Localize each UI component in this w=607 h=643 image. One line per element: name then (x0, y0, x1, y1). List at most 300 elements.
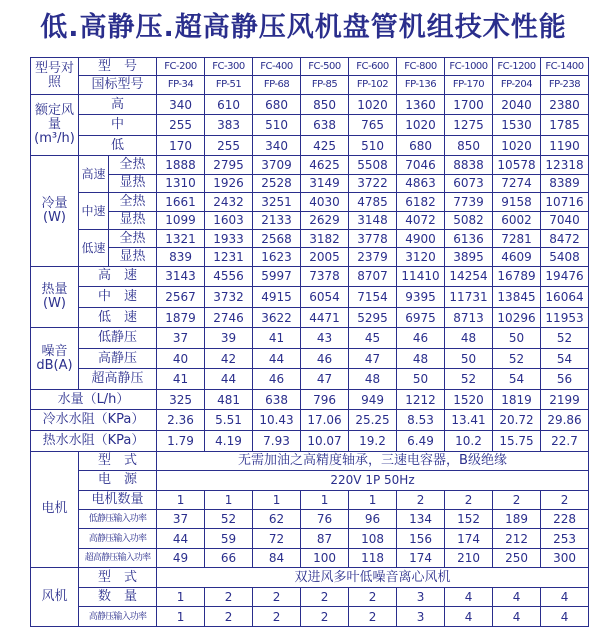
airflow-value: 1020 (397, 115, 445, 136)
heating-value: 3732 (205, 287, 253, 308)
motor-high-row (31, 529, 589, 548)
airflow-value: 383 (205, 115, 253, 136)
motor-low-value: 152 (445, 509, 493, 528)
model-fc: FC-600 (349, 58, 397, 76)
motor-count-value: 1 (349, 490, 397, 509)
gb-model-label: 国标型号 (79, 76, 157, 94)
motor-low-value: 76 (301, 509, 349, 528)
hot-resistance-label: 热水水阻（KPa） (31, 431, 157, 452)
motor-ultra-value: 174 (397, 548, 445, 567)
cold-resistance-value: 20.72 (493, 410, 541, 431)
airflow-value: 680 (253, 94, 301, 115)
noise-value: 41 (253, 328, 301, 349)
model-label: 型 号 (79, 58, 157, 76)
heating-row (31, 266, 589, 287)
motor-type-value: 无需加油之高精度轴承，三速电容器，B级绝缘 (157, 451, 589, 470)
heating-value: 4471 (301, 307, 349, 328)
airflow-value: 1360 (397, 94, 445, 115)
fan-count-row (31, 587, 589, 606)
hot-resistance-value: 10.2 (445, 431, 493, 452)
cooling-sub: 显热 (109, 248, 157, 266)
cooling-value: 4625 (301, 156, 349, 174)
hot-resistance-value: 15.75 (493, 431, 541, 452)
heating-row (31, 307, 589, 328)
airflow-value: 850 (301, 94, 349, 115)
cooling-value: 6002 (493, 211, 541, 229)
airflow-value: 638 (301, 115, 349, 136)
fan-count-value: 2 (205, 587, 253, 606)
heating-value: 14254 (445, 266, 493, 287)
cooling-value: 3182 (301, 229, 349, 247)
noise-value: 50 (397, 369, 445, 390)
motor-count-row (31, 490, 589, 509)
water-flow-value: 325 (157, 389, 205, 410)
cooling-value: 3148 (349, 211, 397, 229)
airflow-speed: 中 (79, 115, 157, 136)
cooling-value: 3120 (397, 248, 445, 266)
noise-value: 43 (301, 328, 349, 349)
cooling-value: 5082 (445, 211, 493, 229)
motor-power-label: 电 源 (79, 471, 157, 490)
cooling-sub: 显热 (109, 174, 157, 192)
spec-table-body (31, 58, 589, 627)
heating-value: 3622 (253, 307, 301, 328)
airflow-value: 255 (205, 135, 253, 156)
cooling-value: 6182 (397, 193, 445, 211)
noise-value: 41 (157, 369, 205, 390)
fan-count-value: 4 (445, 587, 493, 606)
cooling-value: 1099 (157, 211, 205, 229)
cooling-row (31, 193, 589, 211)
model-fp: FP-34 (157, 76, 205, 94)
cooling-value: 7274 (493, 174, 541, 192)
cooling-value: 1888 (157, 156, 205, 174)
cooling-value: 5508 (349, 156, 397, 174)
motor-low-value: 52 (205, 509, 253, 528)
fan-count-value: 3 (397, 587, 445, 606)
cooling-sub: 全热 (109, 229, 157, 247)
model-fc: FC-400 (253, 58, 301, 76)
model-fp: FP-170 (445, 76, 493, 94)
water-flow-value: 1819 (493, 389, 541, 410)
fan-count-value: 1 (157, 587, 205, 606)
noise-value: 37 (157, 328, 205, 349)
header-row (31, 58, 589, 76)
motor-high-value: 44 (157, 529, 205, 548)
motor-high-value: 72 (253, 529, 301, 548)
motor-high-value: 253 (541, 529, 589, 548)
cooling-value: 2005 (301, 248, 349, 266)
model-fp: FP-136 (397, 76, 445, 94)
airflow-row (31, 94, 589, 115)
fan-power-value: 3 (397, 607, 445, 627)
noise-value: 39 (205, 328, 253, 349)
heating-value: 11410 (397, 266, 445, 287)
heating-value: 16064 (541, 287, 589, 308)
cooling-value: 1661 (157, 193, 205, 211)
hot-resistance-value: 19.2 (349, 431, 397, 452)
model-fc: FC-1000 (445, 58, 493, 76)
airflow-value: 765 (349, 115, 397, 136)
hot-resistance-value: 10.07 (301, 431, 349, 452)
motor-count-value: 2 (541, 490, 589, 509)
heating-value: 4556 (205, 266, 253, 287)
motor-ultra-label: 超高静压输入功率 (79, 548, 157, 567)
cooling-value: 1603 (205, 211, 253, 229)
airflow-row (31, 115, 589, 136)
noise-type: 低静压 (79, 328, 157, 349)
heating-value: 6975 (397, 307, 445, 328)
noise-value: 42 (205, 348, 253, 369)
heating-value: 19476 (541, 266, 589, 287)
airflow-value: 1700 (445, 94, 493, 115)
cold-resistance-row (31, 410, 589, 431)
airflow-value: 2040 (493, 94, 541, 115)
cooling-value: 2432 (205, 193, 253, 211)
hot-resistance-value: 6.49 (397, 431, 445, 452)
motor-type-row (31, 451, 589, 470)
noise-value: 52 (445, 369, 493, 390)
motor-label: 电机 (31, 451, 79, 568)
motor-high-value: 87 (301, 529, 349, 548)
airflow-value: 850 (445, 135, 493, 156)
heating-value: 2567 (157, 287, 205, 308)
airflow-speed: 高 (79, 94, 157, 115)
cooling-value: 8472 (541, 229, 589, 247)
noise-value: 52 (493, 348, 541, 369)
fan-power-value: 2 (301, 607, 349, 627)
heating-value: 11953 (541, 307, 589, 328)
airflow-value: 1020 (493, 135, 541, 156)
heating-value: 3143 (157, 266, 205, 287)
cold-resistance-label: 冷水水阻（KPa） (31, 410, 157, 431)
cooling-value: 2379 (349, 248, 397, 266)
motor-type-label: 型 式 (79, 451, 157, 470)
cold-resistance-value: 8.53 (397, 410, 445, 431)
motor-ultra-value: 66 (205, 548, 253, 567)
fan-power-value: 2 (253, 607, 301, 627)
cooling-value: 1321 (157, 229, 205, 247)
noise-value: 46 (397, 328, 445, 349)
cooling-value: 10716 (541, 193, 589, 211)
motor-ultra-value: 300 (541, 548, 589, 567)
motor-ultra-value: 49 (157, 548, 205, 567)
airflow-value: 1190 (541, 135, 589, 156)
airflow-value: 255 (157, 115, 205, 136)
cooling-value: 1231 (205, 248, 253, 266)
fan-power-value: 2 (205, 607, 253, 627)
cooling-value: 9158 (493, 193, 541, 211)
model-fc: FC-800 (397, 58, 445, 76)
cooling-value: 4900 (397, 229, 445, 247)
airflow-value: 340 (157, 94, 205, 115)
noise-type: 超高静压 (79, 369, 157, 390)
airflow-value: 340 (253, 135, 301, 156)
cooling-value: 3709 (253, 156, 301, 174)
cooling-value: 1623 (253, 248, 301, 266)
cooling-row (31, 248, 589, 266)
cooling-value: 1310 (157, 174, 205, 192)
heating-value: 7378 (301, 266, 349, 287)
motor-high-value: 59 (205, 529, 253, 548)
fan-count-value: 2 (301, 587, 349, 606)
motor-high-value: 108 (349, 529, 397, 548)
cold-resistance-value: 13.41 (445, 410, 493, 431)
water-flow-value: 949 (349, 389, 397, 410)
cooling-speed: 低速 (79, 229, 109, 266)
cooling-sub: 全热 (109, 156, 157, 174)
model-fc: FC-200 (157, 58, 205, 76)
cold-resistance-value: 25.25 (349, 410, 397, 431)
water-flow-value: 1520 (445, 389, 493, 410)
motor-ultra-value: 210 (445, 548, 493, 567)
airflow-value: 1785 (541, 115, 589, 136)
motor-ultra-value: 250 (493, 548, 541, 567)
motor-count-value: 2 (397, 490, 445, 509)
model-fp: FP-102 (349, 76, 397, 94)
cold-resistance-value: 2.36 (157, 410, 205, 431)
cooling-value: 4863 (397, 174, 445, 192)
noise-value: 52 (541, 328, 589, 349)
heating-value: 13845 (493, 287, 541, 308)
noise-value: 54 (493, 369, 541, 390)
airflow-row (31, 135, 589, 156)
cooling-value: 6136 (445, 229, 493, 247)
fan-type-label: 型 式 (79, 568, 157, 587)
motor-power-row (31, 471, 589, 490)
cold-resistance-value: 17.06 (301, 410, 349, 431)
motor-count-value: 1 (253, 490, 301, 509)
noise-value: 48 (445, 328, 493, 349)
motor-ultra-value: 100 (301, 548, 349, 567)
cooling-value: 1926 (205, 174, 253, 192)
motor-count-value: 2 (493, 490, 541, 509)
cooling-value: 2528 (253, 174, 301, 192)
fan-label: 风机 (31, 568, 79, 627)
cooling-value: 8389 (541, 174, 589, 192)
noise-value: 54 (541, 348, 589, 369)
airflow-value: 1530 (493, 115, 541, 136)
cooling-sub: 全热 (109, 193, 157, 211)
airflow-value: 680 (397, 135, 445, 156)
motor-count-label: 电机数量 (79, 490, 157, 509)
heating-value: 5295 (349, 307, 397, 328)
hot-resistance-value: 7.93 (253, 431, 301, 452)
heating-value: 9395 (397, 287, 445, 308)
cooling-value: 7281 (493, 229, 541, 247)
fan-power-value: 1 (157, 607, 205, 627)
heating-label: 热量(W) (31, 266, 79, 328)
noise-value: 44 (253, 348, 301, 369)
cooling-value: 7739 (445, 193, 493, 211)
airflow-value: 510 (253, 115, 301, 136)
water-flow-value: 1212 (397, 389, 445, 410)
noise-value: 50 (493, 328, 541, 349)
cold-resistance-value: 29.86 (541, 410, 589, 431)
airflow-value: 610 (205, 94, 253, 115)
fan-count-value: 4 (541, 587, 589, 606)
cooling-value: 7046 (397, 156, 445, 174)
heating-value: 1879 (157, 307, 205, 328)
noise-value: 48 (349, 369, 397, 390)
heating-row (31, 287, 589, 308)
cooling-value: 4030 (301, 193, 349, 211)
fan-count-value: 4 (493, 587, 541, 606)
cooling-value: 3722 (349, 174, 397, 192)
cooling-speed: 中速 (79, 193, 109, 230)
heating-value: 8713 (445, 307, 493, 328)
cooling-value: 6073 (445, 174, 493, 192)
airflow-value: 2380 (541, 94, 589, 115)
heating-speed: 低 速 (79, 307, 157, 328)
motor-ultra-value: 118 (349, 548, 397, 567)
fan-count-label: 数 量 (79, 587, 157, 606)
noise-value: 48 (397, 348, 445, 369)
cooling-row (31, 156, 589, 174)
cooling-value: 3778 (349, 229, 397, 247)
spec-table (30, 57, 589, 627)
cooling-value: 4609 (493, 248, 541, 266)
fan-type-value: 双进风多叶低噪音离心风机 (157, 568, 589, 587)
cooling-value: 2133 (253, 211, 301, 229)
hot-resistance-value: 1.79 (157, 431, 205, 452)
heating-value: 8707 (349, 266, 397, 287)
page-title: 低.高静压.超高静压风机盘管机组技术性能 (40, 12, 567, 43)
noise-value: 44 (205, 369, 253, 390)
airflow-value: 510 (349, 135, 397, 156)
model-fc: FC-1400 (541, 58, 589, 76)
fan-power-value: 2 (349, 607, 397, 627)
heating-value: 5997 (253, 266, 301, 287)
motor-count-value: 1 (205, 490, 253, 509)
motor-ultra-row (31, 548, 589, 567)
noise-value: 40 (157, 348, 205, 369)
motor-high-value: 156 (397, 529, 445, 548)
noise-value: 46 (253, 369, 301, 390)
cooling-value: 2568 (253, 229, 301, 247)
noise-value: 56 (541, 369, 589, 390)
cooling-value: 2629 (301, 211, 349, 229)
water-flow-value: 638 (253, 389, 301, 410)
model-fc: FC-300 (205, 58, 253, 76)
cooling-sub: 显热 (109, 211, 157, 229)
heating-value: 7154 (349, 287, 397, 308)
motor-power-value: 220V 1P 50Hz (157, 471, 589, 490)
model-fp: FP-68 (253, 76, 301, 94)
water-flow-label: 水量（L/h） (31, 389, 157, 410)
fan-power-label: 高静压输入功率 (79, 607, 157, 627)
heating-value: 4915 (253, 287, 301, 308)
fan-count-value: 2 (349, 587, 397, 606)
water-flow-value: 796 (301, 389, 349, 410)
motor-low-row (31, 509, 589, 528)
motor-high-label: 高静压输入功率 (79, 529, 157, 548)
fan-count-value: 2 (253, 587, 301, 606)
airflow-value: 1275 (445, 115, 493, 136)
motor-ultra-value: 84 (253, 548, 301, 567)
model-compare-label: 型号对照 (31, 58, 79, 95)
noise-row (31, 369, 589, 390)
motor-low-value: 189 (493, 509, 541, 528)
noise-value: 45 (349, 328, 397, 349)
airflow-value: 170 (157, 135, 205, 156)
model-fp: FP-204 (493, 76, 541, 94)
fan-power-value: 4 (445, 607, 493, 627)
motor-low-value: 37 (157, 509, 205, 528)
cooling-value: 2795 (205, 156, 253, 174)
fan-power-row (31, 607, 589, 627)
fan-power-value: 4 (493, 607, 541, 627)
model-fp: FP-238 (541, 76, 589, 94)
noise-value: 50 (445, 348, 493, 369)
cooling-speed: 高速 (79, 156, 109, 193)
hot-resistance-row (31, 431, 589, 452)
noise-value: 47 (301, 369, 349, 390)
cold-resistance-value: 10.43 (253, 410, 301, 431)
model-fc: FC-500 (301, 58, 349, 76)
airflow-value: 425 (301, 135, 349, 156)
noise-type: 高静压 (79, 348, 157, 369)
motor-high-value: 174 (445, 529, 493, 548)
noise-value: 47 (349, 348, 397, 369)
heating-speed: 高 速 (79, 266, 157, 287)
cooling-value: 1933 (205, 229, 253, 247)
cooling-value: 4072 (397, 211, 445, 229)
noise-value: 46 (301, 348, 349, 369)
cooling-value: 8838 (445, 156, 493, 174)
airflow-label: 额定风量(m³/h) (31, 94, 79, 156)
water-flow-row (31, 389, 589, 410)
heating-value: 2746 (205, 307, 253, 328)
cooling-row (31, 174, 589, 192)
cooling-value: 3251 (253, 193, 301, 211)
model-fp: FP-85 (301, 76, 349, 94)
water-flow-value: 481 (205, 389, 253, 410)
cooling-value: 7040 (541, 211, 589, 229)
motor-count-value: 1 (157, 490, 205, 509)
noise-label: 噪音dB(A) (31, 328, 79, 390)
motor-low-value: 62 (253, 509, 301, 528)
heating-value: 10296 (493, 307, 541, 328)
header-row (31, 76, 589, 94)
cooling-value: 3895 (445, 248, 493, 266)
motor-low-value: 134 (397, 509, 445, 528)
motor-high-value: 212 (493, 529, 541, 548)
heating-value: 6054 (301, 287, 349, 308)
cooling-value: 839 (157, 248, 205, 266)
hot-resistance-value: 4.19 (205, 431, 253, 452)
water-flow-value: 2199 (541, 389, 589, 410)
motor-low-value: 96 (349, 509, 397, 528)
noise-row (31, 328, 589, 349)
cooling-value: 3149 (301, 174, 349, 192)
model-fp: FP-51 (205, 76, 253, 94)
cold-resistance-value: 5.51 (205, 410, 253, 431)
motor-count-value: 1 (301, 490, 349, 509)
cooling-row (31, 229, 589, 247)
cooling-label: 冷量(W) (31, 156, 79, 266)
cooling-value: 12318 (541, 156, 589, 174)
airflow-value: 1020 (349, 94, 397, 115)
hot-resistance-value: 22.7 (541, 431, 589, 452)
heating-speed: 中 速 (79, 287, 157, 308)
airflow-speed: 低 (79, 135, 157, 156)
cooling-value: 4785 (349, 193, 397, 211)
heating-value: 16789 (493, 266, 541, 287)
fan-power-value: 4 (541, 607, 589, 627)
cooling-row (31, 211, 589, 229)
model-fc: FC-1200 (493, 58, 541, 76)
